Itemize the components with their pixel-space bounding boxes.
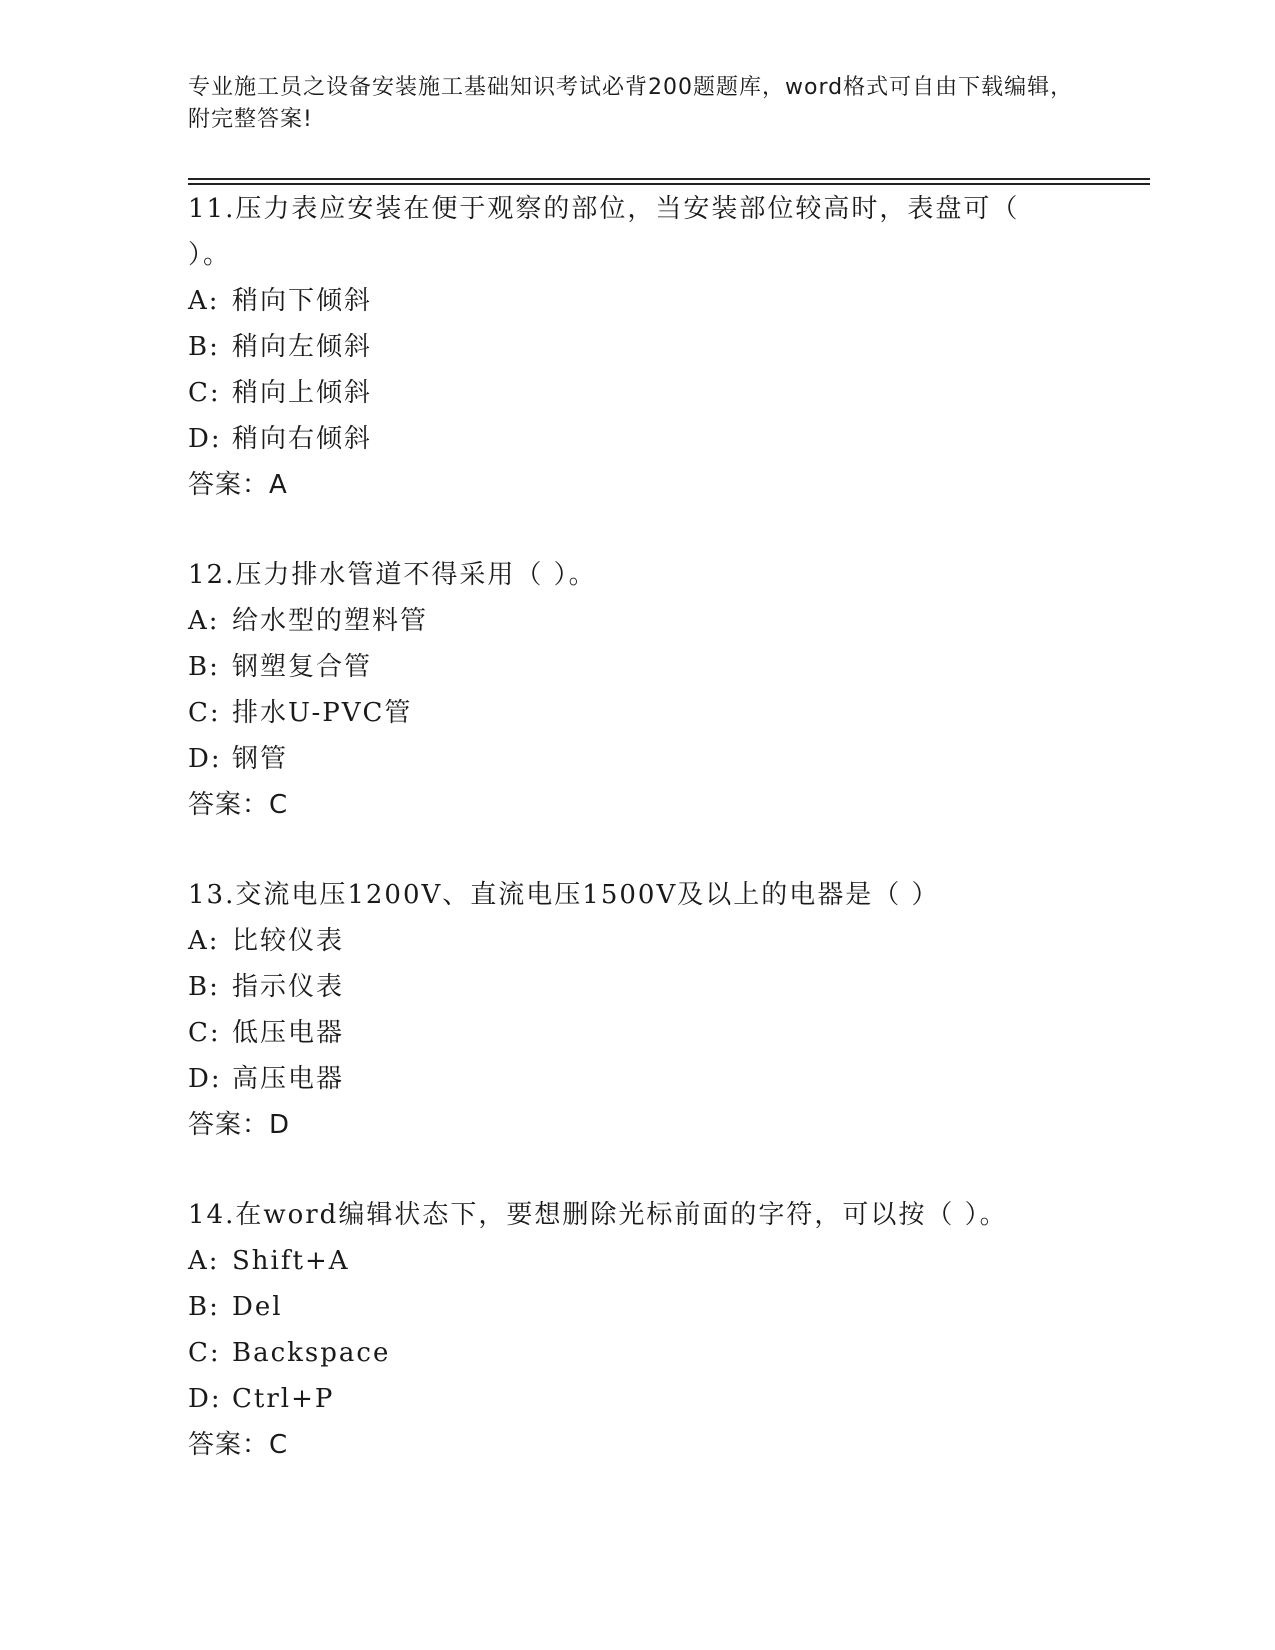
question-13 — [188, 872, 1088, 1148]
option-b — [188, 324, 1088, 370]
option-text: 低压电器 — [232, 1018, 345, 1048]
option-key: C: — [188, 1338, 221, 1368]
option-key: C: — [188, 698, 221, 728]
option-key: B: — [188, 972, 220, 1002]
option-text: 指示仪表 — [232, 972, 345, 1002]
option-c — [188, 1330, 1088, 1376]
question-stem: 12.压力排水管道不得采用（ ）。 — [188, 560, 597, 590]
option-text: Shift+A — [232, 1246, 350, 1276]
option-key: D: — [188, 1384, 222, 1414]
option-c — [188, 690, 1088, 736]
option-a — [188, 1238, 1088, 1284]
option-b — [188, 1284, 1088, 1330]
option-text: Ctrl+P — [232, 1384, 335, 1414]
header-divider-top — [188, 178, 1150, 180]
option-text: 钢塑复合管 — [232, 652, 373, 682]
option-text: 高压电器 — [232, 1064, 345, 1094]
option-key: D: — [188, 424, 222, 454]
document-header: 专业施工员之设备安装施工基础知识考试必背200题题库，word格式可自由下载编辑，附完整答案! — [188, 75, 1074, 132]
question-stem: 13.交流电压1200V、直流电压1500V及以上的电器是（ ） — [188, 880, 940, 910]
option-text: 排水U-PVC管 — [232, 698, 413, 728]
option-key: C: — [188, 378, 221, 408]
option-c — [188, 370, 1088, 416]
option-a — [188, 278, 1088, 324]
answer-label: 答案：C — [188, 790, 289, 820]
option-key: B: — [188, 652, 220, 682]
option-text: 钢管 — [232, 744, 289, 774]
answer-label: 答案：A — [188, 470, 288, 500]
option-key: A: — [188, 1246, 220, 1276]
option-text: 稍向左倾斜 — [232, 332, 373, 362]
option-text: 给水型的塑料管 — [232, 606, 429, 636]
option-b — [188, 964, 1088, 1010]
answer-label: 答案：D — [188, 1110, 291, 1140]
header-divider-bottom — [188, 183, 1150, 185]
option-key: D: — [188, 744, 222, 774]
option-text: 稍向上倾斜 — [232, 378, 373, 408]
answer-label: 答案：C — [188, 1430, 289, 1460]
option-b — [188, 644, 1088, 690]
option-a — [188, 598, 1088, 644]
option-key: B: — [188, 332, 220, 362]
option-d — [188, 736, 1088, 782]
option-text: Backspace — [232, 1338, 391, 1368]
question-stem: 14.在word编辑状态下，要想删除光标前面的字符，可以按（ ）。 — [188, 1200, 1008, 1230]
option-d — [188, 1056, 1088, 1102]
option-text: 稍向下倾斜 — [232, 286, 373, 316]
option-text: 比较仪表 — [232, 926, 345, 956]
option-text: 稍向右倾斜 — [232, 424, 373, 454]
option-text: Del — [232, 1292, 283, 1322]
option-key: A: — [188, 926, 220, 956]
option-d — [188, 1376, 1088, 1422]
question-14 — [188, 1192, 1088, 1468]
option-key: B: — [188, 1292, 220, 1322]
option-key: C: — [188, 1018, 221, 1048]
question-12 — [188, 552, 1088, 828]
question-11 — [188, 186, 1088, 508]
question-stem: 11.压力表应安装在便于观察的部位，当安装部位较高时，表盘可（ ）。 — [188, 194, 1020, 270]
option-d — [188, 416, 1088, 462]
option-key: A: — [188, 606, 220, 636]
option-a — [188, 918, 1088, 964]
option-key: D: — [188, 1064, 222, 1094]
option-key: A: — [188, 286, 220, 316]
option-c — [188, 1010, 1088, 1056]
